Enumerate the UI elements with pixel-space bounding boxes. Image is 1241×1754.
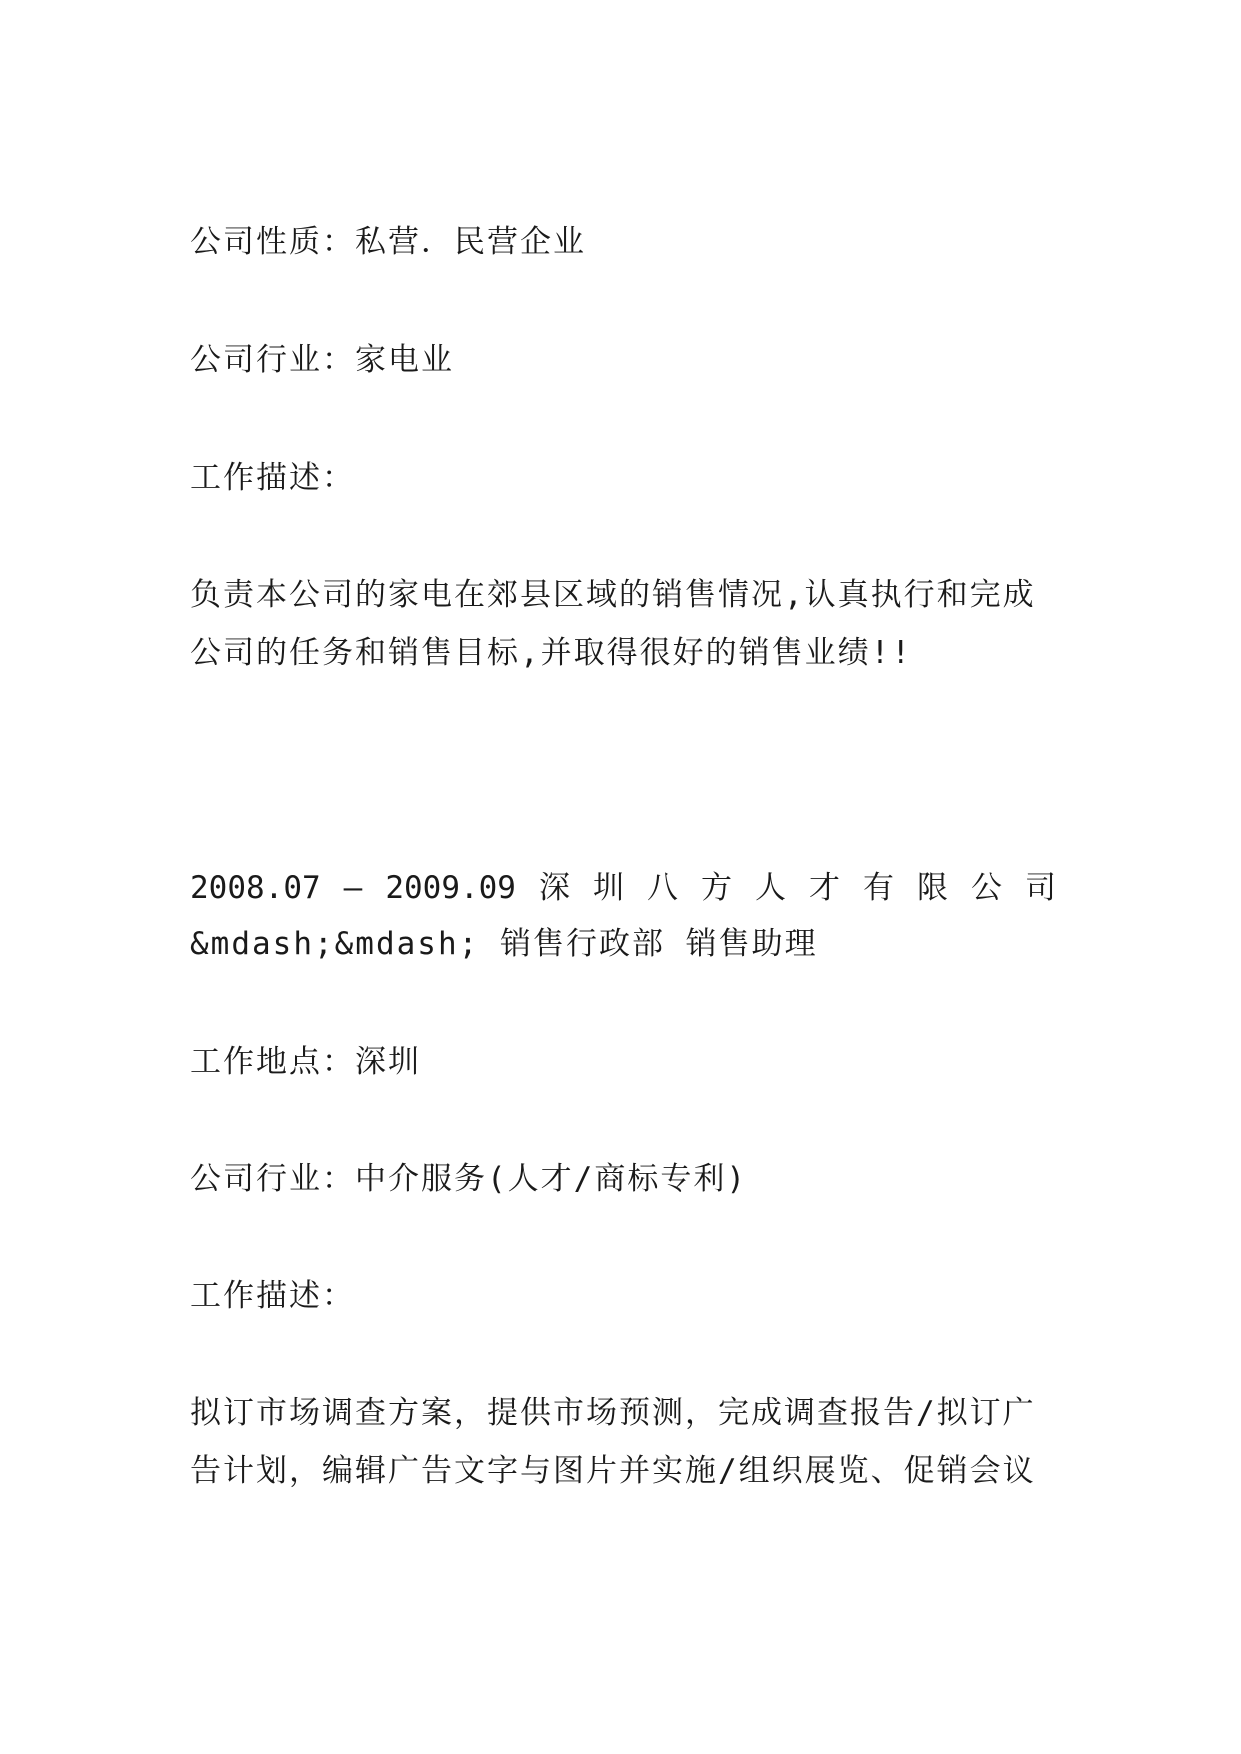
company-name-char: 才: [808, 870, 840, 906]
position-line: &mdash;&mdash; 销售行政部 销售助理: [190, 926, 818, 962]
job-description-line: 负责本公司的家电在郊县区域的销售情况,认真执行和完成: [190, 577, 1036, 613]
job-description-label: 工作描述：: [190, 1278, 355, 1314]
company-industry: 公司行业：家电业: [190, 342, 454, 378]
company-name-char: 圳: [592, 870, 624, 906]
work-location: 工作地点：深圳: [190, 1044, 421, 1080]
start-date: 2008.07: [190, 870, 321, 906]
company-name-char: 方: [700, 870, 732, 906]
end-date: 2009.09: [385, 870, 516, 906]
company-name-char: 有: [862, 870, 894, 906]
company-industry: 公司行业：中介服务(人才/商标专利): [190, 1161, 747, 1197]
company-name-char: 深: [538, 870, 570, 906]
company-name-char: 限: [916, 870, 948, 906]
job-description-line: 拟订市场调查方案，提供市场预测，完成调查报告/拟订广: [190, 1395, 1036, 1431]
job-description-line: 公司的任务和销售目标,并取得很好的销售业绩!!: [190, 635, 912, 671]
company-nature: 公司性质：私营．民营企业: [190, 224, 586, 260]
employment-period-line: [190, 868, 1056, 908]
company-name-char: 公: [970, 870, 1002, 906]
company-name-char: 司: [1024, 870, 1056, 906]
job-description-line: 告计划，编辑广告文字与图片并实施/组织展览、促销会议: [190, 1453, 1036, 1489]
job-description-label: 工作描述：: [190, 460, 355, 496]
company-name-char: 八: [646, 870, 678, 906]
company-name-char: 人: [754, 870, 786, 906]
date-separator: –: [343, 870, 363, 906]
